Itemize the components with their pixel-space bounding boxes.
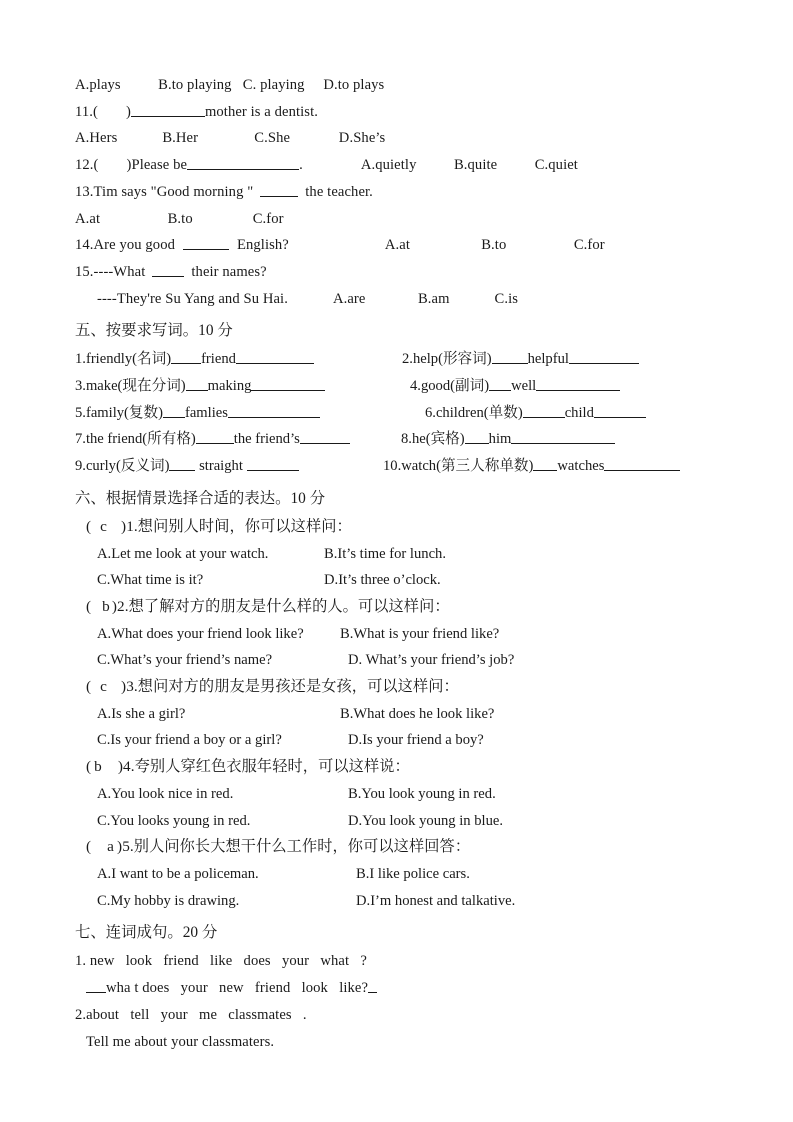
section5-item — [410, 373, 620, 400]
item-prompt: curly(反义词) — [85, 458, 170, 475]
item-prompt: children(单数) — [435, 404, 523, 421]
answer-letter[interactable]: b — [102, 597, 110, 615]
item-no: 9. — [75, 458, 86, 475]
section5-item — [75, 453, 383, 480]
section6-option-row — [75, 808, 727, 835]
answer-trailing-blank[interactable] — [368, 979, 377, 993]
q13-blank[interactable] — [260, 182, 298, 196]
question-15-answer-line — [75, 286, 727, 313]
option-c[interactable]: C.My hobby is drawing. — [97, 892, 240, 909]
item-answer: well — [511, 378, 537, 395]
option-a[interactable]: A.You look nice in red. — [97, 785, 234, 802]
q11-paren-close: ) — [125, 103, 131, 120]
item-prompt: friendly(名词) — [85, 351, 172, 368]
option-b[interactable]: B.What does he look like? — [340, 705, 495, 722]
item-blank-right[interactable] — [594, 403, 646, 417]
item-blank-left[interactable] — [523, 403, 565, 417]
item-blank-left[interactable] — [163, 403, 185, 417]
q11-prefix: 11.( — [75, 103, 98, 120]
option-c[interactable]: C.Is your friend a boy or a girl? — [97, 732, 282, 749]
item-no: 10. — [383, 458, 402, 475]
section6-option-row — [75, 541, 727, 568]
q12-suffix: . — [299, 157, 303, 174]
item-answer: child — [564, 404, 594, 421]
answer-paren-open: ( — [86, 678, 92, 696]
answer-paren-open: ( — [86, 838, 92, 856]
answer-paren-open: ( — [86, 758, 92, 776]
item-prompt: he(宾格) — [411, 431, 465, 448]
item-blank-right[interactable] — [511, 430, 615, 444]
option-d[interactable]: D.Is your friend a boy? — [348, 732, 484, 749]
question-11-stem — [75, 99, 727, 126]
section6-question-stem — [75, 754, 727, 781]
option-d[interactable]: D. What’s your friend’s job? — [348, 652, 515, 669]
option-b[interactable]: B.You look young in red. — [348, 785, 496, 802]
q15-answer-text: ----They're Su Yang and Su Hai. — [97, 290, 288, 307]
option-b[interactable]: B.I like police cars. — [356, 865, 470, 882]
item-blank-right[interactable] — [604, 457, 680, 471]
item-blank-right[interactable] — [228, 403, 320, 417]
item-prompt: good(副词) — [420, 378, 490, 395]
section7-answer[interactable]: Tell me about your classmaters. — [86, 1033, 275, 1050]
answer-paren-close: ) — [117, 758, 124, 776]
q15-stem-b: their names? — [191, 263, 267, 280]
stem-text: 3.想问对方的朋友是男孩还是女孩，可以这样问： — [126, 678, 459, 696]
answer-letter[interactable]: c — [100, 517, 108, 535]
section6-option-row — [75, 888, 727, 915]
answer-text[interactable]: wha t does your new friend look like? — [106, 980, 369, 997]
question-14-stem — [75, 232, 727, 259]
section5-row — [75, 346, 727, 373]
section5-row — [75, 373, 727, 400]
option-d[interactable]: D.It’s three o’clock. — [324, 572, 441, 589]
q11-blank[interactable] — [131, 102, 205, 116]
item-no: 7. — [75, 431, 86, 448]
item-prompt: the friend(所有格) — [85, 431, 196, 448]
section-6-heading: 六、根据情景选择合适的表达。10 分 — [75, 489, 326, 507]
section5-row — [75, 400, 727, 427]
stem-text: 1.想问别人时间，你可以这样问： — [126, 517, 352, 535]
section7-answer — [75, 975, 727, 1002]
q14-options: A.at B.to C.for — [384, 237, 605, 254]
item-answer: watches — [557, 458, 605, 475]
item-blank-right[interactable] — [236, 350, 314, 364]
answer-paren-open: ( — [86, 517, 92, 535]
q10-options: A.plays B.to playing C. playing D.to plays — [75, 77, 385, 93]
q15-stem-a: 15.----What — [75, 263, 146, 280]
item-prompt: make(现在分词) — [85, 378, 186, 395]
item-blank-left[interactable] — [489, 377, 511, 391]
item-no: 4. — [410, 378, 421, 395]
section5-item — [75, 426, 401, 453]
section6-option-row — [75, 567, 727, 594]
answer-letter[interactable]: a — [107, 838, 115, 856]
section6-question-stem — [75, 674, 727, 701]
section6-option-row — [75, 727, 727, 754]
section5-item — [401, 426, 615, 453]
section5-item — [402, 346, 639, 373]
q14-stem-a: 14.Are you good — [75, 237, 175, 254]
option-d[interactable]: D.I’m honest and talkative. — [356, 892, 516, 909]
section5-item — [75, 373, 410, 400]
item-no: 2. — [402, 351, 413, 368]
answer-leading-blank[interactable] — [86, 979, 106, 993]
option-c[interactable]: C.What time is it? — [97, 572, 204, 589]
item-answer: him — [488, 431, 512, 448]
section5-item — [75, 400, 425, 427]
answer-paren-close: ) — [121, 678, 127, 696]
section6-question-stem — [75, 594, 727, 621]
section6-option-row — [75, 647, 727, 674]
section7-prompt: 2.about tell your me classmates . — [75, 1006, 307, 1023]
item-answer: helpful — [527, 351, 569, 368]
q11-options: A.Hers B.Her C.She D.She’s — [75, 130, 386, 147]
section6-option-row — [75, 861, 727, 888]
item-blank-left[interactable] — [533, 457, 557, 471]
item-blank-left[interactable] — [169, 457, 195, 471]
answer-paren-close: ) — [111, 597, 118, 615]
q12-prefix: 12.( — [75, 157, 99, 174]
section-5-heading: 五、按要求写词。10 分 — [75, 322, 233, 340]
q13-stem-b: the teacher. — [305, 183, 373, 200]
section5-row — [75, 453, 727, 480]
q15-options: A.are B.am C.is — [332, 290, 519, 307]
answer-paren-close: ) — [117, 838, 123, 856]
question-12-stem — [75, 152, 727, 179]
option-c[interactable]: C.What’s your friend’s name? — [97, 652, 273, 669]
item-answer: making — [207, 378, 252, 395]
item-no: 6. — [425, 404, 436, 421]
option-a[interactable]: A.Let me look at your watch. — [97, 545, 269, 562]
option-a[interactable]: A.I want to be a policeman. — [97, 865, 259, 882]
item-blank-right[interactable] — [300, 430, 350, 444]
section6-option-row — [75, 621, 727, 648]
q11-stem-text: mother is a dentist. — [204, 103, 318, 120]
section5-item — [425, 400, 646, 427]
section-7-heading: 七、连词成句。20 分 — [75, 924, 218, 942]
item-blank-left[interactable] — [186, 377, 208, 391]
item-blank-left[interactable] — [196, 430, 234, 444]
item-blank-left[interactable] — [465, 430, 489, 444]
section5-row — [75, 426, 727, 453]
section6-question-stem — [75, 834, 727, 861]
item-prompt: watch(第三人称单数) — [401, 458, 534, 475]
stem-text: 2.想了解对方的朋友是什么样的人。可以这样问： — [117, 597, 450, 615]
item-blank-right[interactable] — [536, 377, 620, 391]
item-no: 1. — [75, 351, 86, 368]
q14-stem-b: English? — [237, 237, 289, 254]
stem-text: 4.夸别人穿红色衣服年轻时，可以这样说： — [123, 758, 410, 776]
q13-options: A.at B.to C.for — [75, 210, 284, 227]
item-prompt: help(形容词) — [412, 351, 492, 368]
section6-option-row — [75, 781, 727, 808]
item-blank-left[interactable] — [492, 350, 528, 364]
q12-options: A.quietly B.quite C.quiet — [360, 157, 578, 174]
item-no: 8. — [401, 431, 412, 448]
option-d[interactable]: D.You look young in blue. — [348, 812, 504, 829]
item-answer: famlies — [184, 404, 228, 421]
section5-item — [383, 453, 680, 480]
answer-letter[interactable]: b — [94, 758, 102, 776]
q12-blank[interactable] — [187, 156, 299, 170]
section6-question-stem — [75, 514, 727, 541]
item-blank-left[interactable] — [171, 350, 201, 364]
section6-option-row — [75, 701, 727, 728]
item-blank-right[interactable] — [569, 350, 639, 364]
option-a[interactable]: A.What does your friend look like? — [97, 625, 304, 642]
question-13-stem — [75, 179, 727, 206]
q14-blank[interactable] — [183, 236, 229, 250]
q12-paren-close: )Please be — [126, 157, 188, 174]
q15-blank[interactable] — [152, 263, 184, 277]
q13-stem-a: 13.Tim says "Good morning " — [75, 183, 254, 200]
answer-paren-close: ) — [121, 517, 127, 535]
option-a[interactable]: A.Is she a girl? — [97, 705, 186, 722]
item-answer: straight — [199, 458, 243, 475]
option-b[interactable]: B.It’s time for lunch. — [324, 545, 447, 562]
answer-paren-open: ( — [86, 597, 92, 615]
option-b[interactable]: B.What is your friend like? — [340, 625, 500, 642]
answer-letter[interactable]: c — [100, 678, 108, 696]
section7-prompt: 1. new look friend like does your what ? — [75, 953, 367, 970]
item-answer: the friend’s — [233, 431, 300, 448]
item-no: 3. — [75, 378, 86, 395]
item-answer: friend — [201, 351, 236, 368]
item-prompt: family(复数) — [85, 404, 163, 421]
item-no: 5. — [75, 404, 86, 421]
section5-item — [75, 346, 402, 373]
item-blank-right[interactable] — [251, 377, 325, 391]
option-c[interactable]: C.You looks young in red. — [97, 812, 251, 829]
stem-text: 5.别人问你长大想干什么工作时，你可以这样回答： — [122, 838, 471, 856]
question-15-stem — [75, 259, 727, 286]
item-blank-right[interactable] — [247, 457, 299, 471]
